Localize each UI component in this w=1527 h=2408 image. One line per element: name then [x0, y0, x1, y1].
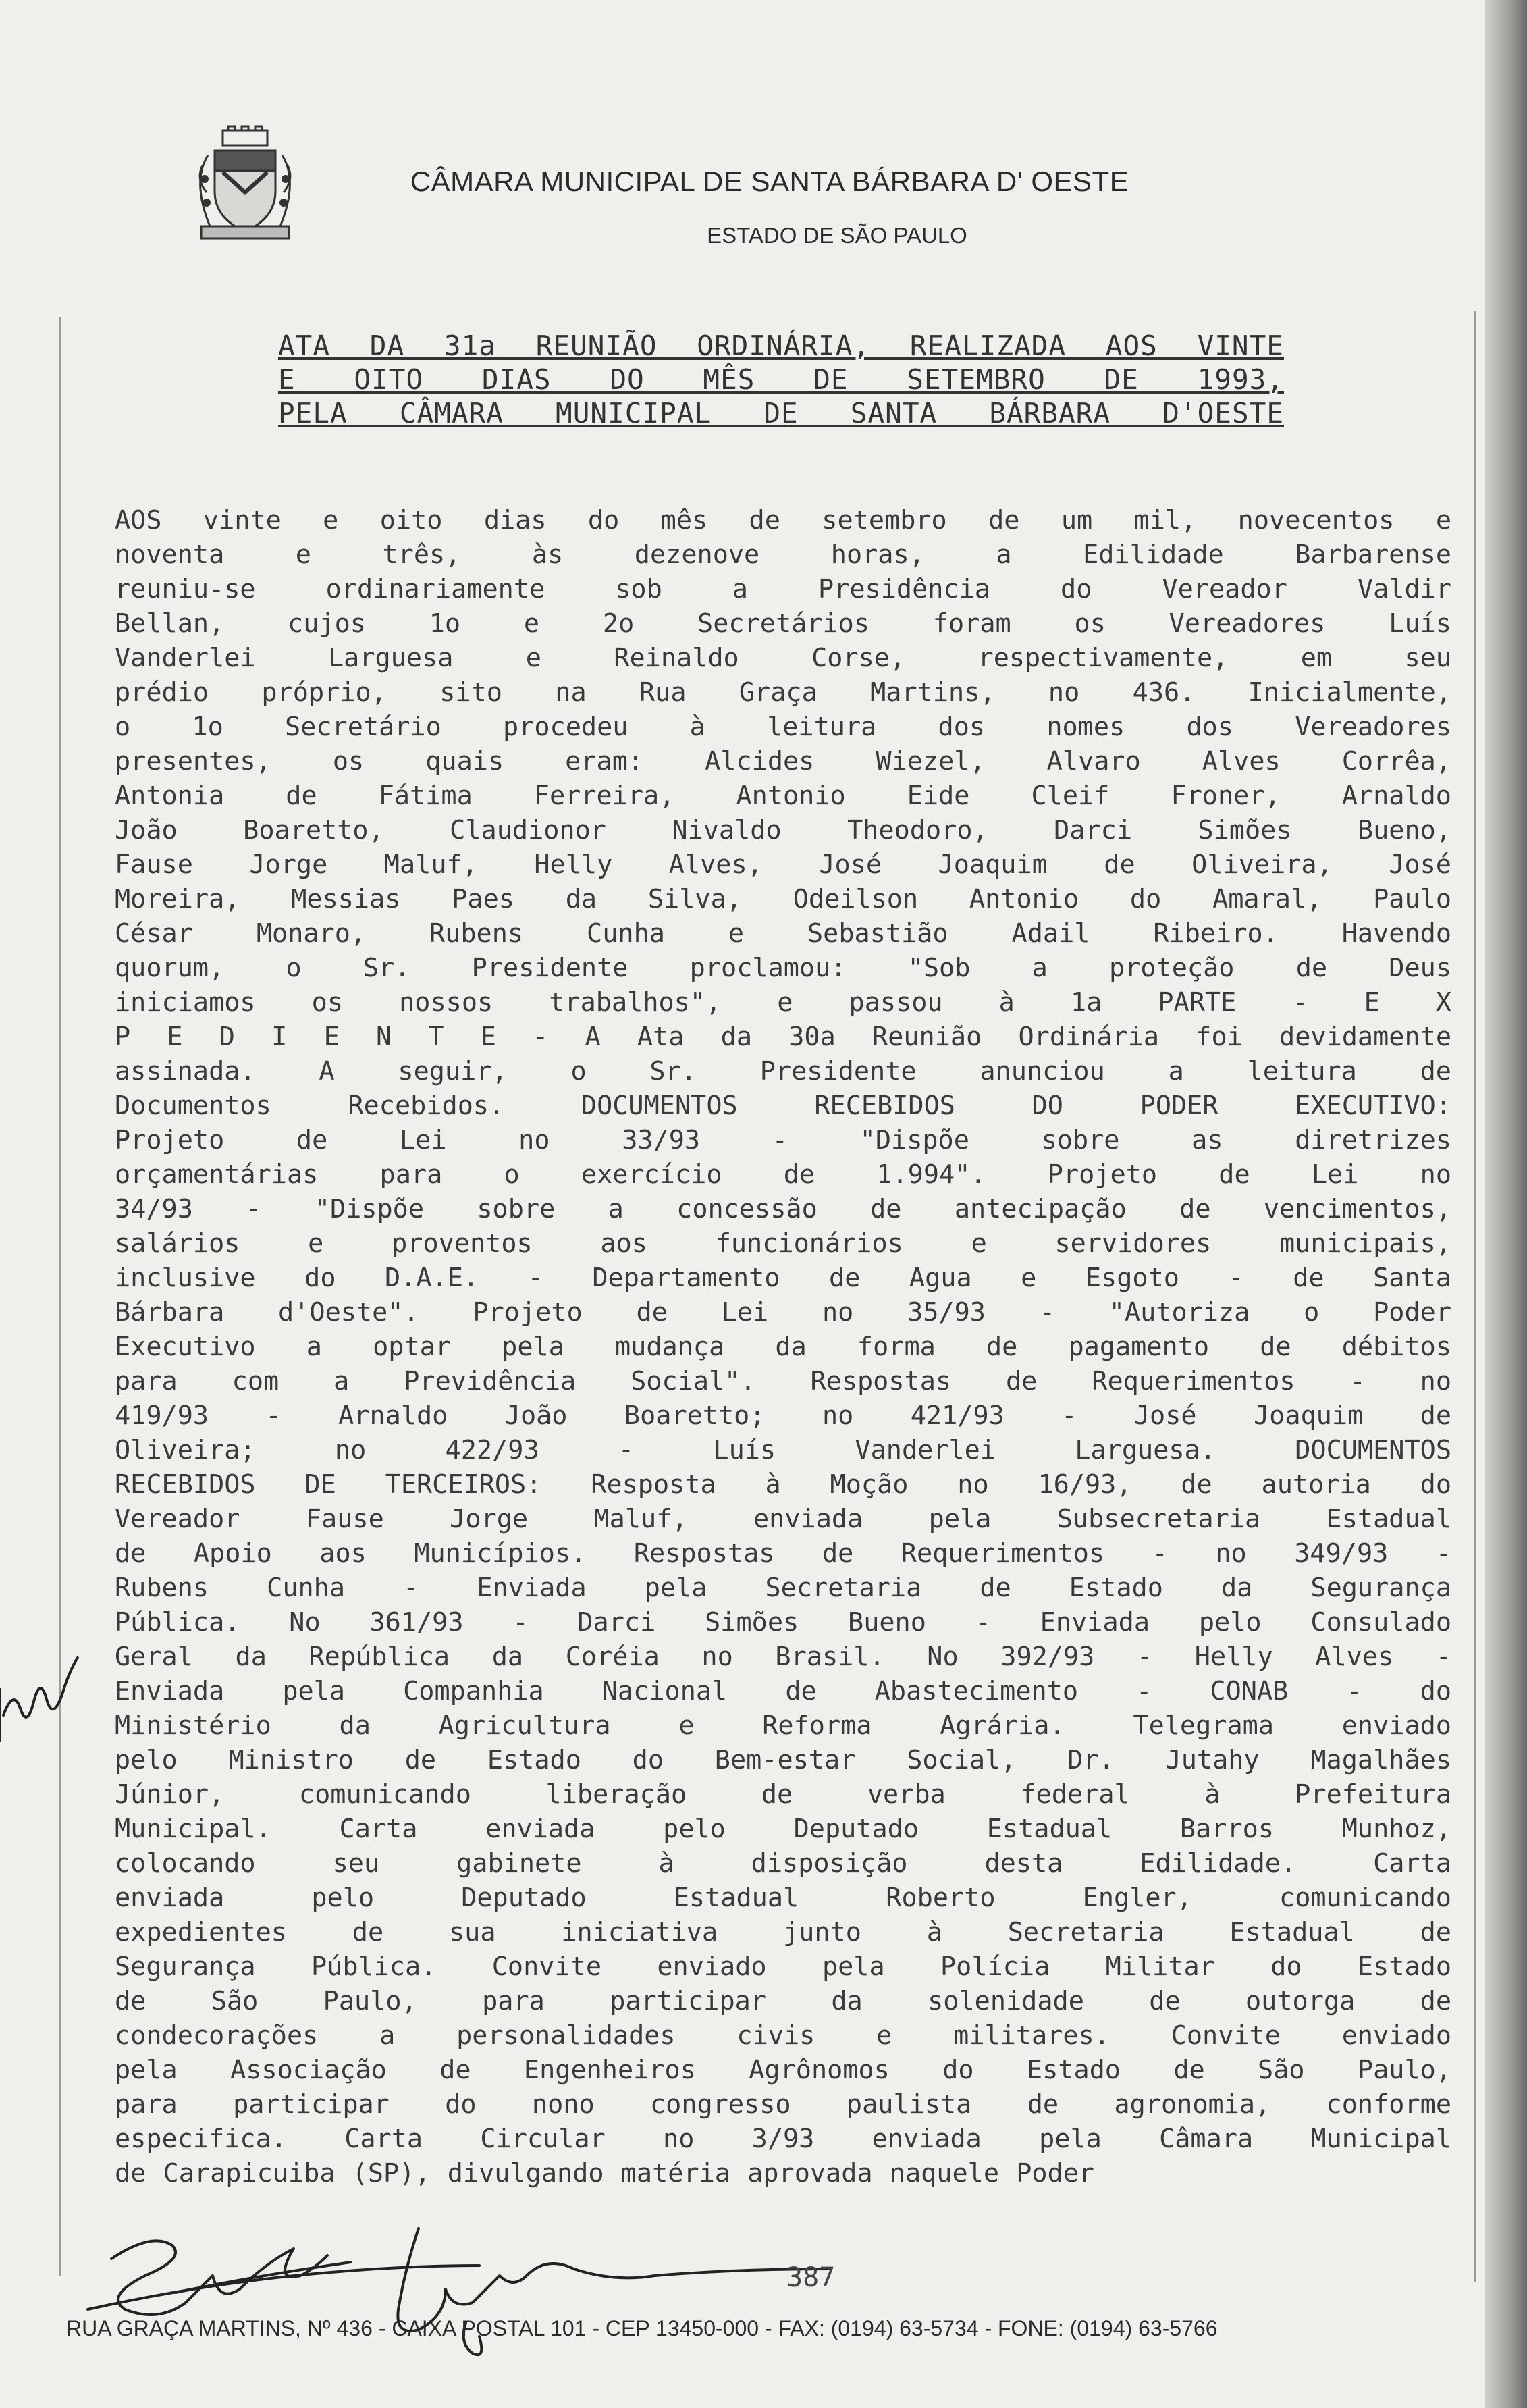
body-line: Antonia de Fátima Ferreira, Antonio Eide Cleif Froner, Arnaldo	[115, 781, 1451, 811]
body-line: Segurança Pública. Convite enviado pela Polícia Militar do Estado	[115, 1952, 1451, 1982]
municipal-crest-logo	[188, 125, 302, 253]
body-line: reuniu-se ordinariamente sob a Presidência do Vereador Valdir	[115, 574, 1451, 604]
right-margin-rule	[1474, 311, 1476, 2282]
body-line: Bárbara d'Oeste". Projeto de Lei no 35/93 - "Autoriza o Poder	[115, 1297, 1451, 1328]
body-line: Oliveira; no 422/93 - Luís Vanderlei Larguesa. DOCUMENTOS	[115, 1435, 1451, 1465]
body-line: assinada. A seguir, o Sr. Presidente anunciou a leitura de	[115, 1056, 1451, 1087]
body-line: João Boaretto, Claudionor Nivaldo Theodoro, Darci Simões Bueno,	[115, 815, 1451, 845]
body-line: inclusive do D.A.E. - Departamento de Agua e Esgoto - de Santa	[115, 1263, 1451, 1293]
body-line: P E D I E N T E - A Ata da 30a Reunião Ordinária foi devidamente	[115, 1022, 1451, 1052]
body-line: para participar do nono congresso paulista de agronomia, conforme	[115, 2089, 1451, 2120]
body-line: condecorações a personalidades civis e militares. Convite enviado	[115, 2020, 1451, 2051]
body-line: expedientes de sua iniciativa junto à Secretaria Estadual de	[115, 1917, 1451, 1947]
binding-shadow	[1485, 0, 1527, 2408]
body-line: Fause Jorge Maluf, Helly Alves, José Joaquim de Oliveira, José	[115, 849, 1451, 880]
body-line: enviada pelo Deputado Estadual Roberto Engler, comunicando	[115, 1883, 1451, 1913]
body-line: AOS vinte e oito dias do mês de setembro de um mil, novecentos e	[115, 505, 1451, 535]
minutes-body	[115, 503, 1451, 2191]
minutes-title-line: PELA CÂMARA MUNICIPAL DE SANTA BÁRBARA D'OESTE	[278, 397, 1284, 429]
body-line: RECEBIDOS DE TERCEIROS: Resposta à Moção no 16/93, de autoria do	[115, 1469, 1451, 1500]
body-line: quorum, o Sr. Presidente proclamou: "Sob a proteção de Deus	[115, 953, 1451, 983]
body-line: de Carapicuiba (SP), divulgando matéria aprovada naquele Poder	[115, 2158, 1095, 2189]
body-line: o 1o Secretário procedeu à leitura dos nomes dos Vereadores	[115, 712, 1451, 742]
body-line: de Apoio aos Municípios. Respostas de Requerimentos - no 349/93 -	[115, 1538, 1451, 1569]
chamber-header-subtitle: ESTADO DE SÃO PAULO	[707, 223, 967, 248]
body-line: iniciamos os nossos trabalhos", e passou à 1a PARTE - E X	[115, 987, 1451, 1018]
minutes-title-line: E OITO DIAS DO MÊS DE SETEMBRO DE 1993,	[278, 363, 1284, 396]
body-line: pela Associação de Engenheiros Agrônomos do Estado de São Paulo,	[115, 2055, 1451, 2085]
body-line: Rubens Cunha - Enviada pela Secretaria de Estado da Segurança	[115, 1573, 1451, 1603]
body-line: Júnior, comunicando liberação de verba federal à Prefeitura	[115, 1779, 1451, 1810]
body-line: Geral da República da Coréia no Brasil. No 392/93 - Helly Alves -	[115, 1642, 1451, 1672]
body-line: Ministério da Agricultura e Reforma Agrária. Telegrama enviado	[115, 1710, 1451, 1741]
body-line: pelo Ministro de Estado do Bem-estar Social, Dr. Jutahy Magalhães	[115, 1745, 1451, 1775]
body-line: 419/93 - Arnaldo João Boaretto; no 421/93 - José Joaquim de	[115, 1401, 1451, 1431]
body-line: Pública. No 361/93 - Darci Simões Bueno - Enviada pelo Consulado	[115, 1607, 1451, 1638]
body-line: presentes, os quais eram: Alcides Wiezel, Alvaro Alves Corrêa,	[115, 746, 1451, 777]
body-line: Documentos Recebidos. DOCUMENTOS RECEBIDOS DO PODER EXECUTIVO:	[115, 1091, 1451, 1121]
body-line: noventa e três, às dezenove horas, a Edilidade Barbarense	[115, 540, 1451, 570]
page-number: 387	[786, 2262, 836, 2293]
body-line: Vereador Fause Jorge Maluf, enviada pela Subsecretaria Estadual	[115, 1504, 1451, 1534]
body-line: 34/93 - "Dispõe sobre a concessão de antecipação de vencimentos,	[115, 1194, 1451, 1224]
body-line: para com a Previdência Social". Respostas de Requerimentos - no	[115, 1366, 1451, 1396]
body-line: Vanderlei Larguesa e Reinaldo Corse, respectivamente, em seu	[115, 643, 1451, 673]
address-footer: RUA GRAÇA MARTINS, Nº 436 - CAIXA POSTAL 101 - CEP 13450-000 - FAX: (0194) 63-5734 - FONE: (0194) 63-5766	[66, 2316, 1218, 2340]
body-line: colocando seu gabinete à disposição desta Edilidade. Carta	[115, 1848, 1451, 1879]
chamber-header-title: CÂMARA MUNICIPAL DE SANTA BÁRBARA D' OESTE	[410, 165, 1129, 197]
body-line: César Monaro, Rubens Cunha e Sebastião Adail Ribeiro. Havendo	[115, 918, 1451, 949]
minutes-title-line: ATA DA 31a REUNIÃO ORDINÁRIA, REALIZADA AOS VINTE	[278, 330, 1284, 362]
body-line: de São Paulo, para participar da solenidade de outorga de	[115, 1986, 1451, 2016]
body-line: Enviada pela Companhia Nacional de Abastecimento - CONAB - do	[115, 1676, 1451, 1706]
body-line: Municipal. Carta enviada pelo Deputado Estadual Barros Munhoz,	[115, 1814, 1451, 1844]
margin-initials	[0, 1634, 81, 1756]
minutes-title	[278, 329, 1284, 430]
body-line: Moreira, Messias Paes da Silva, Odeilson Antonio do Amaral, Paulo	[115, 884, 1451, 914]
body-line: Bellan, cujos 1o e 2o Secretários foram os Vereadores Luís	[115, 608, 1451, 639]
left-margin-rule	[59, 317, 61, 2276]
body-line: prédio próprio, sito na Rua Graça Martins, no 436. Inicialmente,	[115, 677, 1451, 708]
body-line: Executivo a optar pela mudança da forma de pagamento de débitos	[115, 1332, 1451, 1362]
body-line: orçamentárias para o exercício de 1.994". Projeto de Lei no	[115, 1159, 1451, 1190]
body-line: Projeto de Lei no 33/93 - "Dispõe sobre as diretrizes	[115, 1125, 1451, 1155]
body-line: salários e proventos aos funcionários e servidores municipais,	[115, 1228, 1451, 1259]
body-line: especifica. Carta Circular no 3/93 enviada pela Câmara Municipal	[115, 2124, 1451, 2154]
